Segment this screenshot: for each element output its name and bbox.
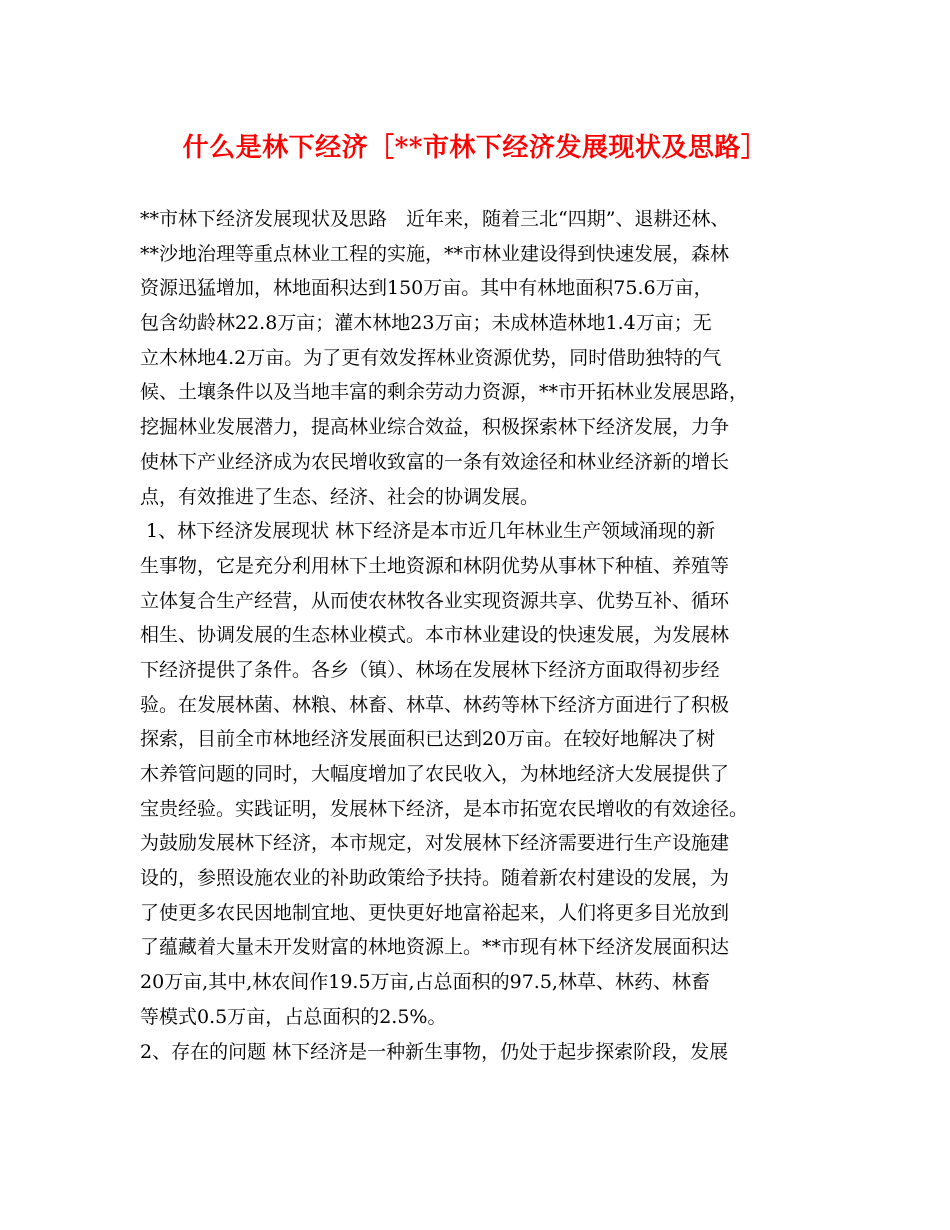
body-line: 包含幼龄林22.8万亩；灌木林地23万亩；未成林造林地1.4万亩；无 — [140, 312, 712, 335]
body-line: 了使更多农民因地制宜地、更快更好地富裕起来，人们将更多目光放到 — [140, 901, 730, 924]
body-line: 20万亩,其中,林农间作19.5万亩,占总面积的97.5,林草、林药、林畜 — [140, 971, 710, 994]
body-line: **市林下经济发展现状及思路 近年来，随着三北“四期”、退耕还林、 — [140, 208, 730, 230]
body-line: 生事物，它是充分利用林下土地资源和林阴优势从事林下种植、养殖等 — [140, 554, 730, 577]
document-body — [140, 202, 830, 1069]
body-line: 等模式0.5万亩，占总面积的2.5%。 — [140, 1005, 447, 1028]
body-line: 挖掘林业发展潜力，提高林业综合效益，积极探索林下经济发展，力争 — [140, 416, 730, 439]
body-line: 点，有效推进了生态、经济、社会的协调发展。 — [140, 485, 540, 508]
body-line: 木养管问题的同时，大幅度增加了农民收入，为林地经济大发展提供了 — [140, 763, 730, 785]
body-line: 候、土壤条件以及当地丰富的剩余劳动力资源，**市开拓林业发展思路， — [140, 381, 749, 404]
body-line: 下经济提供了条件。各乡（镇）、林场在发展林下经济方面取得初步经 — [140, 658, 720, 681]
body-line: 为鼓励发展林下经济，本市规定，对发展林下经济需要进行生产设施建 — [140, 832, 730, 855]
body-line: 使林下产业经济成为农民增收致富的一条有效途径和林业经济新的增长 — [140, 450, 730, 473]
section-heading-line: 2、存在的问题 林下经济是一种新生事物，仍处于起步探索阶段，发展 — [140, 1040, 729, 1063]
body-line: 立体复合生产经营，从而使农林牧各业实现资源共享、优势互补、循环 — [140, 589, 730, 612]
section-heading-line: 1、林下经济发展现状 林下经济是本市近几年林业生产领域涌现的新 — [146, 520, 716, 543]
document-title: 什么是林下经济［**市林下经济发展现状及思路］ — [182, 133, 768, 163]
body-line: 了蕴藏着大量未开发财富的林地资源上。**市现有林下经济发展面积达 — [140, 936, 730, 959]
body-line: 探索，目前全市林地经济发展面积已达到20万亩。在较好地解决了树 — [140, 728, 716, 751]
body-line: 宝贵经验。实践证明，发展林下经济，是本市拓宽农民增收的有效途径。 — [140, 797, 749, 820]
body-line: 设的，参照设施农业的补助政策给予扶持。随着新农村建设的发展，为 — [140, 867, 730, 890]
body-line: 验。在发展林菌、林粮、林畜、林草、林药等林下经济方面进行了积极 — [140, 693, 730, 716]
body-line: 立木林地4.2万亩。为了更有效发挥林业资源优势，同时借助独特的气 — [140, 346, 722, 369]
body-line: 资源迅猛增加，林地面积达到150万亩。其中有林地面积75.6万亩， — [140, 277, 713, 300]
body-line: **沙地治理等重点林业工程的实施，**市林业建设得到快速发展，森林 — [140, 242, 730, 265]
body-line: 相生、协调发展的生态林业模式。本市林业建设的快速发展，为发展林 — [140, 624, 730, 647]
